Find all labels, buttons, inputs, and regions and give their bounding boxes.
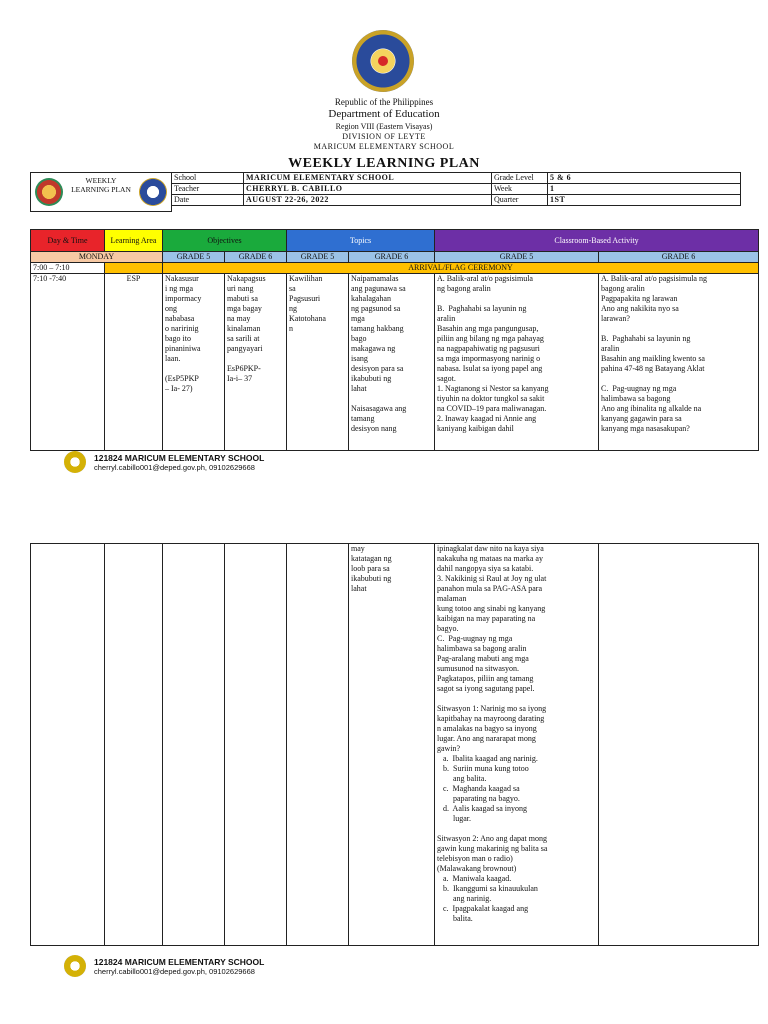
time-slot-empty — [31, 544, 105, 946]
footer — [94, 453, 264, 472]
learning-area-cell: ESP — [105, 274, 163, 451]
region-text: Region VIII (Eastern Visayas) — [335, 122, 433, 131]
activity-grade6-empty — [599, 544, 759, 946]
lesson-plan-table — [30, 229, 759, 451]
grade5-label: GRADE 5 — [163, 252, 225, 263]
info-logo-cell — [30, 172, 172, 212]
ceremony-label: ARRIVAL/FLAG CEREMONY — [163, 263, 759, 274]
department-text: Department of Education — [328, 108, 440, 120]
objective-grade6-empty — [225, 544, 287, 946]
topic-grade6-continued: may katatagan ng loob para sa ikabubuti ng lahat — [349, 544, 435, 946]
time-slot: 7:00 – 7:10 — [31, 263, 105, 274]
republic-text: Republic of the Philippines — [334, 97, 434, 107]
footer — [94, 957, 264, 976]
objective-grade5-empty — [163, 544, 225, 946]
info-value: AUGUST 22-26, 2022 — [244, 195, 492, 206]
activity-grade5-continued: ipinagkalat daw nito na kaya siya nakakuha ng mataas na marka ay dahil nangopya siya sa katabi. 3. Nakikinig si Raul at Joy ng ulat panahon mula sa PAG-ASA para malaman kung totoo ang sinabi ng kanyang kaibigan na may paparating na bagyo. C. Pag-uugnay ng mga halimbawa sa bagong aralin Pag-aralang mabuti ang mga sumusunod na sitwasyon. Pagkatapos, piliin ang tamang sagot sa iyong sagutang papel. Sitwasyon 1: Narinig mo sa iyong kapitbahay na mayroong darating n amalakas na bagyo sa inyong lugar. Ano ang nararapat mong gawin? a. Ibalita kaagad ang narinig. b. Suriin muna kung totoo ang balita. c. Maghanda kaagad sa paparating na bagyo. d. Aalis kaagad sa inyong lugar. Sitwasyon 2: Ano ang dapat mong gawin kung makarinig ng balita sa telebisyon man o radio) (Malawakang brownout) a. Maniwala kaagad. b. Ikanggumi sa kinauukulan ang narinig. c. Ipagpakalat kaagad ang balita. — [435, 544, 599, 946]
activity-grade5: A. Balik-aral at/o pagsisimula ng bagong aralin B. Paghahabi sa layunin ng aralin Basahin ang mga pangungusap, piliin ang bilang ng mga pahayag na nagpapahiwatig ng pagsusuri sa mga impormasyong narinig o nabasa. Isulat sa iyong papel ang sagot. 1. Nagtanong si Nestor sa kanyang tiyuhin na doktor tungkol sa sakit na COVID–19 para maliwanagan. 2. Inaway kaagad ni Annie ang kaniyang kaibigan dahil — [435, 274, 599, 451]
weekly-learning-plan-label: WEEKLY LEARNING PLAN — [71, 176, 131, 194]
deped-seal-logo — [352, 30, 414, 92]
footer-seal-logo — [64, 451, 86, 473]
activity-grade6: A. Balik-aral at/o pagsisimula ng bagong aralin Pagpapakita ng larawan Ano ang nakikita nyo sa larawan? B. Paghahabi sa layunin ng aralin Basahin ang maikling kwento sa pahina 47-48 ng Batayang Aklat C. Pag-uugnay ng mga halimbawa sa bagong Ano ang ibinalita ng alkalde na kanyang gagawin para sa kanyang mga nasasakupan? — [599, 274, 759, 451]
objective-grade6: Nakapagsus uri nang mabuti sa mga bagay na may kinalaman sa sarili at pangyayari EsP6PKP- Ia-i– 37 — [225, 274, 287, 451]
info-label: Week — [492, 184, 548, 195]
info-label: Quarter — [492, 195, 548, 206]
school-text: MARICUM ELEMENTARY SCHOOL — [313, 142, 455, 151]
info-value: 1 — [548, 184, 741, 195]
division-text: DIVISION OF LEYTE — [342, 132, 426, 141]
topic-grade5: Kawilihan sa Pagsusuri ng Katotohana n — [287, 274, 349, 451]
grade-row — [31, 252, 759, 263]
info-label: Date — [172, 195, 244, 206]
grade6-label: GRADE 6 — [225, 252, 287, 263]
footer-school-id: 121824 MARICUM ELEMENTARY SCHOOL — [94, 453, 265, 463]
learning-area-empty — [105, 544, 163, 946]
info-row-teacher — [172, 184, 741, 195]
grade5-label: GRADE 5 — [287, 252, 349, 263]
footer-school-id: 121824 MARICUM ELEMENTARY SCHOOL — [94, 957, 265, 967]
footer-seal-logo — [64, 955, 86, 977]
header-learning-area: Learning Area — [105, 230, 163, 252]
topic-grade5-empty — [287, 544, 349, 946]
header-objectives: Objectives — [163, 230, 287, 252]
info-row-date — [172, 195, 741, 206]
header-day-time: Day & Time — [31, 230, 105, 252]
objective-grade5: Nakasusur i ng mga impormacy ong nababasa o naririnig bago ito pinaniniwa laan. (EsP5PKP – Ia- 27) — [163, 274, 225, 451]
info-value: 5 & 6 — [548, 173, 741, 184]
topic-grade6: Naipamamalas ang pagunawa sa kahalagahan ng pagsunod sa mga tamang hakbang bago makagawa ng isang desisyon para sa ikabubuti ng lahat Naisasagawa ang tamang desisyon nang — [349, 274, 435, 451]
info-value: CHERRYL B. CABILLO — [244, 184, 492, 195]
lesson-row — [31, 274, 759, 451]
info-label: Teacher — [172, 184, 244, 195]
ceremony-filler — [105, 263, 163, 274]
info-label: Grade Level — [492, 173, 548, 184]
info-value: MARICUM ELEMENTARY SCHOOL — [244, 173, 492, 184]
lesson-plan-table-continued — [30, 543, 759, 946]
grade6-label: GRADE 6 — [599, 252, 759, 263]
info-row-school — [172, 173, 741, 184]
info-table — [171, 172, 741, 206]
lesson-row-continued — [31, 544, 759, 946]
ceremony-row — [31, 263, 759, 274]
grade6-label: GRADE 6 — [349, 252, 435, 263]
header-row — [31, 230, 759, 252]
header-topics: Topics — [287, 230, 435, 252]
time-slot: 7:10 -7:40 — [31, 274, 105, 451]
footer-contact: cherryl.cabillo001@deped.gov.ph, 09102629668 — [94, 967, 255, 976]
header-activity: Classroom-Based Activity — [435, 230, 759, 252]
info-value: 1ST — [548, 195, 741, 206]
info-label: School — [172, 173, 244, 184]
footer-contact: cherryl.cabillo001@deped.gov.ph, 09102629668 — [94, 463, 255, 472]
school-seal-logo — [35, 178, 63, 206]
grade5-label: GRADE 5 — [435, 252, 599, 263]
seal-emblem-icon — [368, 46, 398, 76]
deped-small-seal-logo — [139, 178, 167, 206]
page-title: WEEKLY LEARNING PLAN — [288, 156, 480, 171]
day-monday: MONDAY — [31, 252, 163, 263]
